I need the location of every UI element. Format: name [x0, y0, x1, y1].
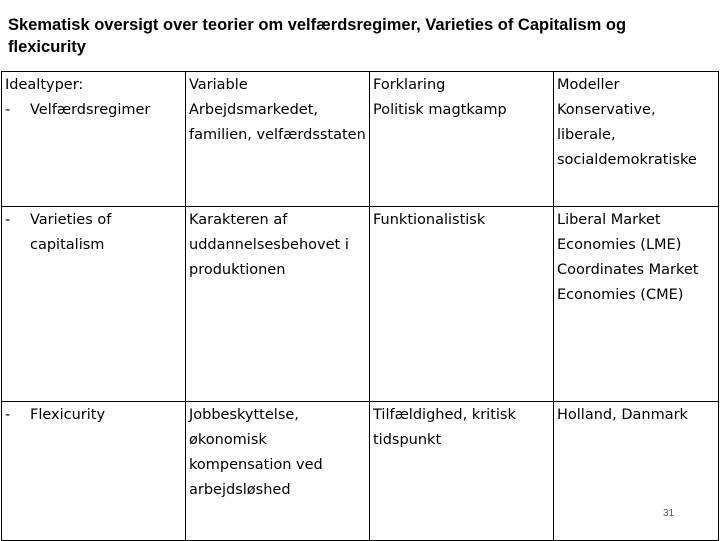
modeller-line: Coordinates Market Economies (CME) [557, 262, 699, 303]
idealtype-label: Varieties of capitalism [30, 212, 112, 253]
list-item [5, 403, 183, 428]
variable-text: Karakteren af uddannelsesbehovet i produktionen [189, 212, 349, 278]
header-forklaring: Forklaring [373, 77, 446, 93]
cell-modeller [554, 207, 719, 402]
dash-marker: - [5, 102, 11, 118]
cell-forklaring [370, 207, 554, 402]
dash-marker: - [5, 212, 11, 228]
cell-variable [186, 72, 370, 207]
table-row [2, 207, 719, 402]
slide-title: Skematisk oversigt over teorier om velfærdsregimer, Varieties of Capitalism og flexicurity [8, 16, 627, 56]
table-row [2, 402, 719, 541]
forklaring-text: Funktionalistisk [373, 212, 486, 228]
header-modeller: Modeller [557, 77, 620, 93]
modeller-text: Holland, Danmark [557, 407, 688, 423]
dash-marker: - [5, 407, 11, 423]
list-item [5, 98, 183, 123]
cell-variable [186, 207, 370, 402]
header-variable: Variable [189, 77, 248, 93]
cell-idealtype [2, 207, 186, 402]
list-item [5, 208, 183, 258]
cell-variable [186, 402, 370, 541]
cell-idealtype [2, 402, 186, 541]
idealtype-label: Velfærdsregimer [30, 102, 151, 118]
cell-forklaring [370, 402, 554, 541]
forklaring-text: Tilfældighed, kritisk tidspunkt [373, 407, 516, 448]
cell-modeller [554, 72, 719, 207]
variable-text: Jobbeskyttelse, økonomisk kompensation ved arbejdsløshed [189, 407, 323, 498]
modeller-line: Liberal Market Economies (LME) [557, 212, 682, 253]
page-number: 31 [663, 508, 675, 519]
forklaring-text: Politisk magtkamp [373, 102, 507, 118]
variable-text: Arbejdsmarkedet, familien, velfærdsstaten [189, 102, 366, 143]
theory-table [1, 71, 719, 541]
cell-idealtype [2, 72, 186, 207]
idealtype-label: Flexicurity [30, 407, 106, 423]
cell-forklaring [370, 72, 554, 207]
table-row [2, 72, 719, 207]
modeller-text: Konservative, liberale, socialdemokratiske [557, 102, 697, 168]
header-idealtyper: Idealtyper: [5, 77, 84, 93]
cell-modeller [554, 402, 719, 541]
